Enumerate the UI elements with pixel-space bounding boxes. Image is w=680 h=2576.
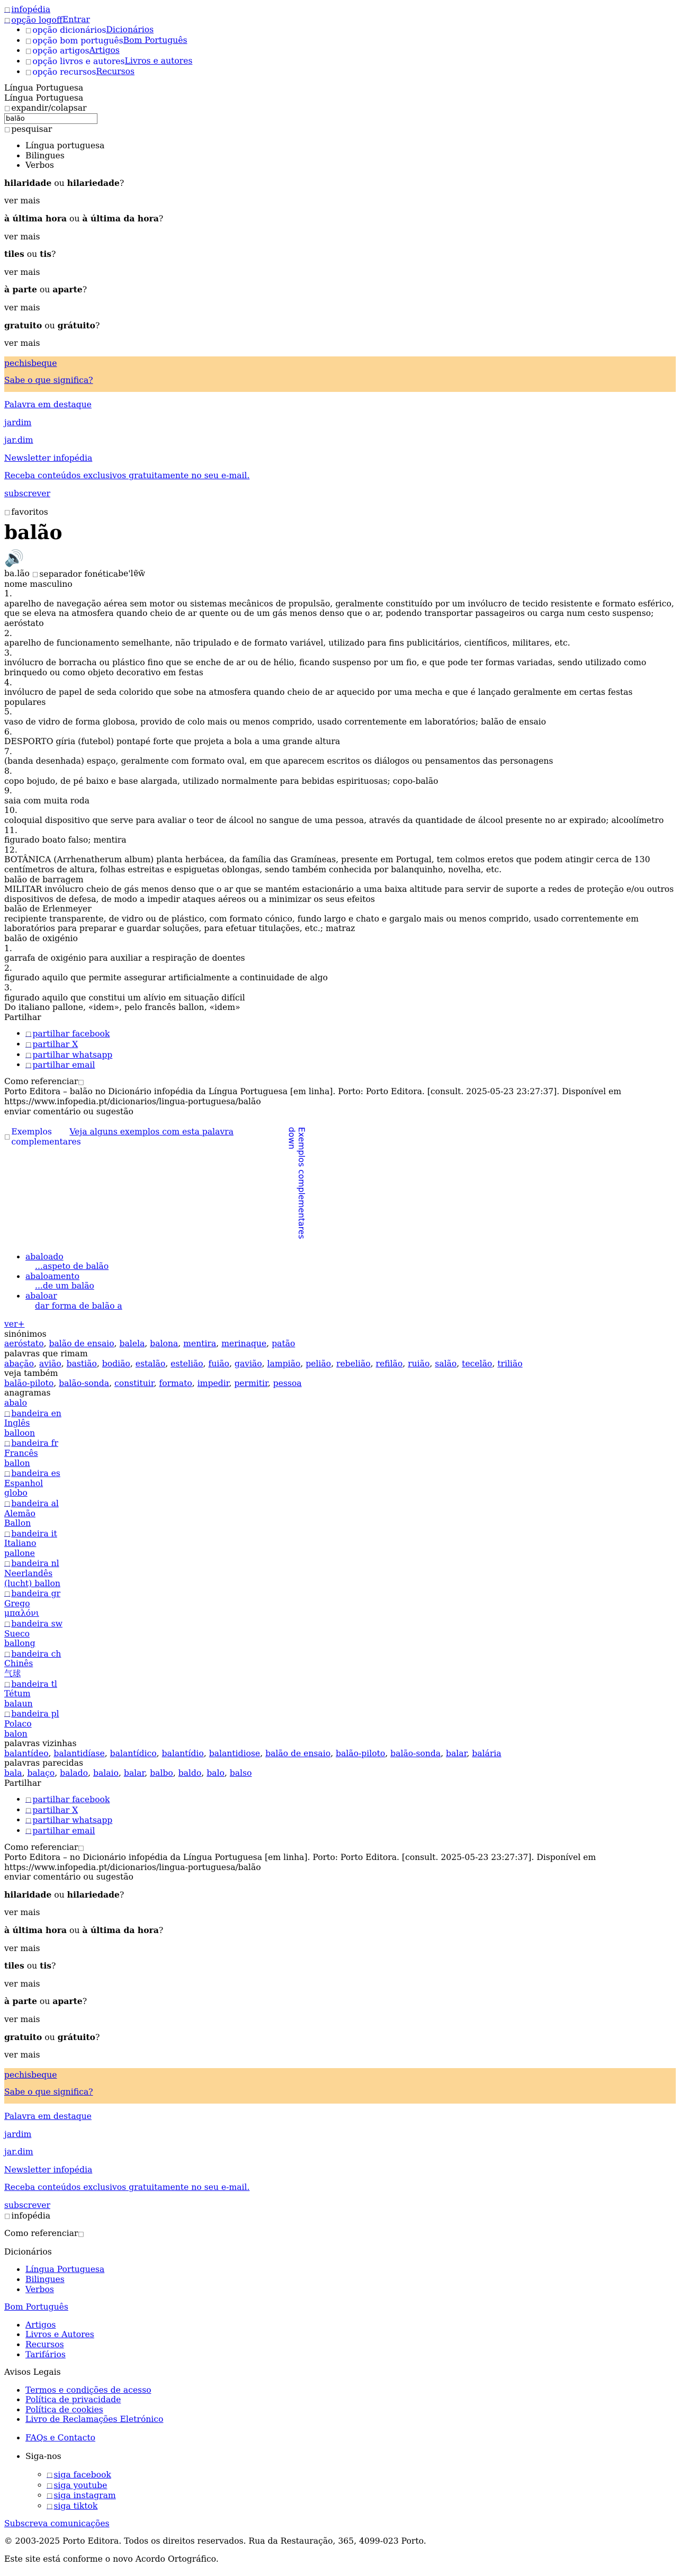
headword: balão (4, 522, 62, 544)
definition-text: coloquial dispositivo que serve para avaliar o teor de álcool no sangue de uma pessoa, através da quantidade de álcool presente no ar expirado; alcoolímetro (4, 815, 664, 825)
examples-vertical-tab[interactable]: Exemplos complementares down (287, 1127, 307, 1239)
books-icon: □ opção livros e autores (25, 57, 125, 67)
share-item (25, 1060, 676, 1070)
copyright: © 2003-2025 Porto Editora. Todos os direitos reservados. Rua da Restauração, 365, 4099-023 Porto. (4, 2536, 426, 2546)
part-of-speech: nome masculino (4, 579, 73, 589)
rhyme-link[interactable]: bodião (102, 1358, 130, 1368)
translation-word[interactable]: ballong (4, 1639, 35, 1649)
similar-link[interactable]: balar (123, 1768, 145, 1778)
highlight-word-link[interactable]: pechisbeque (4, 358, 57, 368)
menu-label: Livros e autores (124, 56, 193, 66)
definition-number: 2. (4, 628, 12, 638)
neighbor-link[interactable]: balantídico (110, 1748, 157, 1758)
share-list (4, 1794, 676, 1836)
quiz-question: à parte ou aparte? (4, 1996, 87, 2007)
share-item (25, 1826, 676, 1836)
speaker-icon[interactable]: 🔊 (4, 549, 24, 568)
highlight-word-link[interactable]: pechisbeque (4, 2070, 57, 2080)
featured-word[interactable]: jardim (4, 2129, 32, 2139)
see-also-link[interactable]: balão-sonda (59, 1378, 110, 1388)
share-label: Partilhar (4, 1012, 41, 1022)
phrases (4, 875, 676, 1003)
quiz-see-more[interactable]: ver mais (4, 1979, 40, 1989)
translation-word[interactable]: μπαλόνι (4, 1608, 39, 1618)
synonym-link[interactable]: mentira (183, 1339, 217, 1349)
share-x-icon[interactable]: □ partilhar X (25, 1805, 78, 1815)
menu-label: Recursos (96, 66, 135, 76)
synonym-link[interactable]: balela (119, 1339, 145, 1349)
phrase-text: recipiente transparente, de vidro ou de plástico, com formato cónico, fundo largo e chato e gargalo mais ou menos comprido, usado correntemente em laboratórios para preparar e guardar soluções, para efetuar titulações, etc.; matraz (4, 914, 639, 934)
search-input[interactable] (4, 113, 97, 124)
share-section-2 (4, 1778, 676, 1882)
neighbor-link[interactable]: balantidíase (53, 1748, 105, 1758)
examples-box (4, 1127, 676, 1239)
footer-link[interactable]: Recursos (25, 2339, 64, 2349)
definition-text: saia com muita roda (4, 795, 90, 806)
highlight-ask-link[interactable]: Sabe o que significa? (4, 2087, 93, 2097)
translation-lang[interactable]: Italiano (4, 1539, 37, 1549)
menu-label: Artigos (89, 46, 120, 56)
featured-word-syllables[interactable]: jar.dim (4, 2147, 33, 2157)
quiz-question: à parte ou aparte? (4, 284, 87, 295)
neighbor-link[interactable]: balão de ensaio (265, 1748, 331, 1758)
menu-item-artigos (25, 46, 676, 56)
logoff-link[interactable] (4, 15, 62, 25)
share-facebook-icon[interactable]: □ partilhar facebook (25, 1029, 110, 1039)
quiz-bottom (4, 1890, 676, 2060)
follow-facebook-icon[interactable]: □ siga facebook (47, 2470, 111, 2480)
featured-word-link[interactable]: Palavra em destaque (4, 2112, 92, 2121)
highlight-ask-link[interactable]: Sabe o que significa? (4, 375, 93, 386)
flag-pl-icon[interactable]: □ bandeira pl (4, 1709, 59, 1719)
footer-logo-icon: □ infopédia (4, 2211, 50, 2221)
footer (4, 2211, 676, 2564)
derived-word-item (25, 1252, 676, 1272)
translation-lang[interactable]: Sueco (4, 1629, 30, 1639)
cite-text: Porto Editora – balão no Dicionário infopédia da Língua Portuguesa [em linha]. Porto: Porto Editora. [consult. 2025-05-23 23:27:37]. Disponível em https://www.infopedia.pt/dicionarios/lingua-portuguesa/balão (4, 1087, 622, 1106)
rhyme-link[interactable]: bastião (66, 1358, 97, 1368)
pronunciation (4, 569, 676, 579)
see-also-label: veja também (4, 1368, 58, 1379)
definition-number: 6. (4, 727, 12, 737)
neighbor-link[interactable]: balantídio (162, 1748, 204, 1758)
rhyme-link[interactable]: salão (435, 1358, 457, 1368)
featured-word[interactable]: jardim (4, 417, 32, 427)
definition-number: 4. (4, 677, 12, 687)
similar-link[interactable]: baldo (178, 1768, 202, 1778)
share-whatsapp-icon[interactable]: □ partilhar whatsapp (25, 1815, 112, 1826)
translation-word[interactable]: pallone (4, 1548, 35, 1558)
footer-bom-portugues-link[interactable]: Bom Português (4, 2302, 68, 2312)
menu-link-bom-portugues[interactable] (25, 35, 187, 45)
follow-youtube-icon[interactable]: □ siga youtube (47, 2481, 107, 2491)
rhyme-link[interactable]: estelião (171, 1358, 203, 1368)
neighbors-list: balantídeo, balantidíase, balantídico, balantídio, balantidiose, balão de ensaio, balão-piloto, balão-sonda, balar, balária (4, 1748, 502, 1758)
rhyme-link[interactable]: avião (39, 1358, 61, 1368)
neighbor-link[interactable]: balão-sonda (390, 1748, 441, 1758)
examples-icon: □ Exemplos complementares (4, 1127, 69, 1147)
anagrams-label: anagramas (4, 1388, 51, 1398)
footer-follow-label: • Siga-nos ◦ □ siga facebook ◦ □ siga youtube ◦ □ siga instagram ◦ □ siga tiktok (25, 2452, 676, 2511)
flag-es-icon[interactable]: □ bandeira es (4, 1469, 60, 1479)
rhyme-link[interactable]: gavião (234, 1358, 262, 1368)
examples-link[interactable]: Veja alguns exemplos com esta palavra (69, 1127, 234, 1137)
translation-lang[interactable]: Tétum (4, 1689, 31, 1699)
translation-lang[interactable]: Polaco (4, 1719, 32, 1729)
footer-link[interactable]: Verbos (25, 2284, 54, 2294)
phrase-heading: balão de oxigénio (4, 934, 78, 944)
synonym-link[interactable]: aeróstato (4, 1339, 44, 1349)
syllables: ba.lão (4, 569, 30, 579)
favorites-icon[interactable]: □ favoritos (4, 507, 48, 517)
translation-word[interactable]: 气球 (4, 1669, 21, 1678)
quiz-question: tiles ou tis? (4, 1961, 56, 1971)
synonym-link[interactable]: balona (150, 1339, 178, 1349)
quiz-question: hilaridade ou hilariedade? (4, 177, 124, 188)
flag-en-icon[interactable]: □ bandeira en (4, 1409, 61, 1419)
phrase-text: garrafa de oxigénio para auxiliar a respiração de doentes (4, 953, 245, 963)
rhyme-link[interactable]: abação (4, 1358, 34, 1368)
featured-word-syllables[interactable]: jar.dim (4, 435, 33, 445)
newsletter-subscribe-link[interactable]: subscrever (4, 488, 50, 498)
footer-follow-list (4, 2452, 676, 2511)
quiz-question: gratuito ou grátuito? (4, 320, 100, 330)
cite-icon (78, 1077, 85, 1087)
see-also-link[interactable]: formato (159, 1378, 192, 1388)
similar-link[interactable]: balso (229, 1768, 252, 1778)
main-menu (4, 25, 676, 77)
footer-link[interactable]: Língua Portuguesa (25, 2265, 105, 2275)
see-also-link[interactable]: permitir (234, 1378, 268, 1388)
expand-collapse-icon[interactable]: □ expandir/colapsar (4, 103, 87, 113)
translation-word[interactable]: globo (4, 1488, 28, 1498)
translation-lang[interactable]: Chinês (4, 1659, 33, 1669)
translation-lang[interactable]: Francês (4, 1448, 38, 1458)
derived-word-link[interactable]: abaloar (25, 1291, 57, 1301)
similar-link[interactable]: bala (4, 1768, 22, 1778)
send-comment[interactable]: enviar comentário ou sugestão (4, 1106, 133, 1116)
follow-instagram-icon[interactable]: □ siga instagram (47, 2491, 116, 2501)
translation-word[interactable]: Ballon (4, 1518, 31, 1528)
derived-words (4, 1252, 676, 1311)
word-highlight-box (4, 356, 676, 392)
translation-lang[interactable]: Inglês (4, 1418, 30, 1428)
share-item (25, 1794, 676, 1805)
see-also-link[interactable]: impedir (197, 1378, 229, 1388)
translation-word[interactable]: balon (4, 1729, 28, 1739)
see-also-link[interactable]: balão-piloto (4, 1378, 54, 1388)
definition-text: copo bojudo, de pé baixo e base alargada, utilizado normalmente para bebidas espirituosas; copo-balão (4, 776, 439, 786)
dictionary-dropdown[interactable]: Língua Portuguesa (4, 93, 84, 103)
definition-text: DESPORTO gíria (futebol) pontapé forte que projeta a bola a uma grande altura (4, 737, 341, 747)
share-x-icon[interactable]: □ partilhar X (25, 1040, 78, 1050)
quiz-question: tiles ou tis? (4, 249, 56, 260)
definition-text: invólucro de papel de seda colorido que sobe na atmosfera quando cheio de ar aquecido por uma mecha e que é lançado geralmente em certas festas populares (4, 687, 633, 707)
dictionary-option[interactable]: • Verbos (25, 160, 676, 171)
phrase-text: figurado aquilo que permite assegurar artificialmente a continuidade de algo (4, 973, 328, 983)
menu-link-livros[interactable] (25, 56, 192, 66)
see-also-link[interactable]: constituir (114, 1378, 154, 1388)
quiz-see-more[interactable]: ver mais (4, 231, 40, 241)
translation-word[interactable]: balloon (4, 1428, 35, 1438)
menu-label: Bom Português (123, 35, 187, 45)
neighbor-link[interactable]: balantídeo (4, 1748, 49, 1758)
footer-legal-list (4, 2385, 676, 2425)
etymology: Do italiano pallone, «idem», pelo francês ballon, «idem» (4, 1003, 240, 1013)
phrase-heading: balão de barragem (4, 874, 84, 884)
definition-number: 1. (4, 589, 12, 599)
cite-text: Porto Editora – no Dicionário infopédia da Língua Portuguesa [em linha]. Porto: Porto Editora. [consult. 2025-05-23 23:27:37]. Disponível em https://www.infopedia.pt/dicionarios/lingua-portuguesa/balão (4, 1853, 596, 1872)
menu-item-bom-portugues (25, 35, 676, 46)
derived-word-link[interactable]: abaloamento (25, 1271, 79, 1281)
similar-link[interactable]: balado (60, 1768, 88, 1778)
translation-lang[interactable]: Neerlandês (4, 1569, 53, 1579)
similar-list: bala, balaço, balado, balaio, balar, balbo, baldo, balo, balso (4, 1768, 252, 1778)
menu-link-artigos[interactable] (25, 46, 120, 55)
flag-fr-icon[interactable]: □ bandeira fr (4, 1438, 58, 1448)
rhyme-link[interactable]: rebelião (336, 1358, 371, 1368)
related (4, 1252, 676, 1778)
share-email-icon[interactable]: □ partilhar email (25, 1060, 95, 1070)
quiz-see-more[interactable]: ver mais (4, 267, 40, 277)
see-also-link[interactable]: pessoa (273, 1378, 302, 1388)
neighbor-link[interactable]: balão-piloto (336, 1748, 386, 1758)
quiz-see-more[interactable]: ver mais (4, 196, 40, 206)
footer-dictionaries-heading: Dicionários (4, 2247, 52, 2257)
footer-link[interactable]: Artigos (25, 2320, 56, 2330)
similar-label: palavras parecidas (4, 1758, 84, 1768)
definition-number: 11. (4, 825, 17, 835)
quiz-question: gratuito ou grátuito? (4, 2032, 100, 2042)
quiz-top (4, 178, 676, 348)
translations (4, 1408, 676, 1739)
footer-link[interactable]: Livro de Reclamações Eletrónico (25, 2414, 164, 2425)
flag-tl-icon[interactable]: □ bandeira tl (4, 1679, 57, 1689)
promo-top (4, 356, 676, 499)
definition-text: vaso de vidro de forma globosa, provido de colo mais ou menos comprido, usado correntemente em laboratórios; balão de ensaio (4, 717, 547, 727)
flag-al-icon[interactable]: □ bandeira al (4, 1499, 59, 1509)
derived-word-sub[interactable]: ...aspeto de balão (35, 1262, 109, 1272)
quiz-see-more[interactable]: ver mais (4, 338, 40, 348)
derived-word-sub[interactable]: ...de um balão (35, 1281, 94, 1291)
similar-link[interactable]: balo (207, 1768, 225, 1778)
translation-lang[interactable]: Espanhol (4, 1478, 43, 1488)
footer-link[interactable]: Política de privacidade (25, 2395, 121, 2405)
rhyme-link[interactable]: refilão (375, 1358, 403, 1368)
cite-label: Como referenciar□ (4, 1842, 676, 1853)
share-list (4, 1028, 676, 1070)
newsletter-receive-link[interactable]: Receba conteúdos exclusivos gratuitamente no seu e-mail. (4, 2183, 250, 2193)
promo-bottom (4, 2068, 676, 2211)
menu-item-dicionarios (25, 25, 676, 35)
footer-link[interactable]: Bilingues (25, 2274, 65, 2284)
definition-text: figurado boato falso; mentira (4, 835, 127, 845)
synonym-link[interactable]: patão (272, 1339, 296, 1349)
footer-link[interactable]: Política de cookies (25, 2404, 103, 2414)
footer-dictionaries-list (4, 2265, 676, 2294)
menu-link-recursos[interactable] (25, 67, 135, 76)
definition-number: 10. (4, 806, 17, 816)
login-link[interactable]: Entrar (62, 14, 90, 24)
flag-gr-icon[interactable]: □ bandeira gr (4, 1589, 60, 1599)
share-item (25, 1039, 676, 1050)
phrase-number: 3. (4, 983, 12, 993)
derived-word-sub[interactable]: dar forma de balão a (35, 1301, 122, 1311)
translation-lang[interactable]: Alemão (4, 1508, 35, 1518)
rhyme-link[interactable]: estalão (135, 1358, 166, 1368)
dictionary-option[interactable]: • Bilingues (25, 151, 676, 161)
phonetic: be'lɐ̃w̃ (118, 569, 146, 579)
entry (4, 507, 676, 1117)
phrase-number: 1. (4, 943, 12, 953)
share-email-icon[interactable]: □ partilhar email (25, 1826, 95, 1836)
quiz-see-more[interactable]: ver mais (4, 1908, 40, 1918)
logo-icon: □ infopédia (11, 5, 51, 14)
send-comment[interactable]: enviar comentário ou sugestão (4, 1872, 133, 1882)
derived-word-item (25, 1272, 676, 1291)
derived-word-item (25, 1291, 676, 1311)
bom-portugues-icon: □ opção bom português (25, 36, 123, 46)
definition-number: 12. (4, 845, 17, 855)
menu-item-livros (25, 56, 676, 67)
follow-tiktok-icon[interactable]: □ siga tiktok (47, 2501, 97, 2511)
share-label: Partilhar (4, 1778, 41, 1788)
articles-icon: □ opção artigos (25, 46, 89, 56)
newsletter-link[interactable]: Newsletter infopédia (4, 453, 93, 463)
similar-link[interactable]: balaço (27, 1768, 55, 1778)
rhyme-link[interactable]: ruião (408, 1358, 430, 1368)
translation-word[interactable]: balaun (4, 1698, 33, 1709)
menu-link-dicionarios[interactable] (25, 25, 154, 34)
phrase-heading: balão de Erlenmeyer (4, 904, 92, 914)
similar-link[interactable]: balaio (93, 1768, 119, 1778)
footer-faq-link[interactable]: FAQs e Contacto (25, 2433, 95, 2443)
logo-link[interactable] (4, 5, 50, 15)
dictionary-selected: Língua Portuguesa (4, 83, 84, 93)
rhyme-link[interactable]: lampião (267, 1358, 301, 1368)
definition-number: 3. (4, 648, 12, 658)
quiz-question: à última hora ou à última da hora? (4, 1925, 164, 1936)
footer-link[interactable]: Livros e Autores (25, 2330, 94, 2340)
definition-number: 7. (4, 746, 12, 756)
quiz-see-more[interactable]: ver mais (4, 2050, 40, 2060)
dictionaries-icon: □ opção dicionários (25, 25, 106, 35)
flag-ch-icon[interactable]: □ bandeira ch (4, 1649, 61, 1659)
flag-it-icon[interactable]: □ bandeira it (4, 1529, 57, 1539)
definition-text: aparelho de funcionamento semelhante, não tripulado e de formato variável, utilizado para fins publicitários, científicos, militares, etc. (4, 638, 570, 648)
quiz-question: hilaridade ou hilariedade? (4, 1889, 124, 1900)
cite-icon (78, 2229, 85, 2239)
menu-label: Dicionários (106, 25, 154, 35)
synonym-link[interactable]: merinaque (221, 1339, 267, 1349)
rhyme-link[interactable]: tecelão (462, 1358, 493, 1368)
share-whatsapp-icon[interactable]: □ partilhar whatsapp (25, 1050, 112, 1060)
separator-icon: □ separador fonética (32, 569, 118, 579)
neighbors-label: palavras vizinhas (4, 1739, 77, 1749)
phrase-text: MILITAR invólucro cheio de gás menos denso que o ar que se mantém estacionário a uma baixa altitude para servir de suporte a redes de proteção e/ou outros dispositivos de defesa, de modo a impedir ataques aéreos ou a minimizar os seus efeitos (4, 884, 674, 904)
translation-lang[interactable]: Grego (4, 1598, 30, 1608)
share-facebook-icon[interactable]: □ partilhar facebook (25, 1795, 110, 1805)
quiz-question: à última hora ou à última da hora? (4, 213, 164, 223)
rhyme-link[interactable]: trilião (497, 1358, 523, 1368)
cite-icon (78, 1843, 85, 1853)
rhyme-link[interactable]: pelião (306, 1358, 332, 1368)
logoff-icon: □ opção logoff (11, 15, 62, 25)
synonyms-list: aeróstato, balão de ensaio, balela, balona, mentira, merinaque, patão (4, 1339, 296, 1349)
footer-link[interactable]: Termos e condições de acesso (25, 2385, 151, 2395)
newsletter-link[interactable]: Newsletter infopédia (4, 2164, 93, 2175)
footer-cite: Como referenciar□ (4, 2229, 676, 2239)
flag-nl-icon[interactable]: □ bandeira nl (4, 1559, 59, 1569)
anagram-link[interactable]: abalo (4, 1398, 27, 1408)
newsletter-receive-link[interactable]: Receba conteúdos exclusivos gratuitamente no seu e-mail. (4, 471, 250, 481)
neighbor-link[interactable]: balar (446, 1748, 467, 1758)
share-item (25, 1815, 676, 1826)
definition-number: 5. (4, 707, 12, 717)
neighbor-link[interactable]: balária (472, 1748, 502, 1758)
menu-item-recursos (25, 67, 676, 77)
search-icon[interactable]: □ pesquisar (4, 124, 52, 135)
footer-legal-heading: Avisos Legais (4, 2367, 61, 2377)
translation-word[interactable]: (lucht) ballon (4, 1578, 60, 1588)
resources-icon: □ opção recursos (25, 67, 96, 77)
share-item (25, 1050, 676, 1060)
definition-text: (banda desenhada) espaço, geralmente com formato oval, em que aparecem escritos os diálogos ou pensamentos das personagens (4, 756, 553, 766)
quiz-see-more[interactable]: ver mais (4, 2015, 40, 2025)
quiz-see-more[interactable]: ver mais (4, 302, 40, 312)
phrase-number: 2. (4, 963, 12, 973)
header (4, 4, 676, 171)
dictionary-options (4, 141, 676, 171)
definition-text: aparelho de navegação aérea sem motor ou sistemas mecânicos de propulsão, geralmente constituído por um invólucro de tecido resistente e formato esférico, que se eleva na atmosfera quando cheio de ar quente ou de um gás menos denso que o ar, podendo transportar passageiros ou carga num cesto suspenso; aeróstato (4, 598, 674, 629)
see-more-link[interactable]: ver+ (4, 1319, 25, 1329)
similar-link[interactable]: balbo (150, 1768, 173, 1778)
word-highlight-box (4, 2068, 676, 2104)
dictionary-option[interactable]: • Língua portuguesa (25, 141, 676, 151)
rhyme-link[interactable]: fuião (208, 1358, 229, 1368)
definition-text: BOTÂNICA (Arrhenatherum album) planta herbácea, da família das Gramíneas, presente em Portugal, tem colmos eretos que podem atingir cerca de 130 centímetros de altura, folhas estreitas e espiguetas oblongas, sendo também conhecida por balanquinho, novelha, etc. (4, 855, 650, 874)
quiz-see-more[interactable]: ver mais (4, 1943, 40, 1953)
orthography-note: Este site está conforme o novo Acordo Ortográfico. (4, 2554, 219, 2564)
flag-sw-icon[interactable]: □ bandeira sw (4, 1619, 62, 1629)
share-item (25, 1805, 676, 1815)
rhymes-list: abação, avião, bastião, bodião, estalão, estelião, fuião, gavião, lampião, pelião, rebelião, refilão, ruião, salão, tecelão, trilião (4, 1358, 523, 1368)
definition-text: invólucro de borracha ou plástico fino que se enche de ar ou de hélio, ficando suspenso por um fio, e que pode ter formas variadas, sendo utilizado como brinquedo ou como objeto decorativo em festas (4, 658, 647, 678)
footer-faq-list (4, 2433, 676, 2443)
neighbor-link[interactable]: balantidiose (209, 1748, 261, 1758)
translation-word[interactable]: ballon (4, 1458, 30, 1468)
definition-number: 8. (4, 766, 12, 776)
subscribe-comms-link[interactable]: Subscreva comunicações (4, 2518, 110, 2528)
definitions (4, 589, 676, 874)
synonyms-label: sinónimos (4, 1329, 47, 1339)
footer-link[interactable]: Tarifários (25, 2349, 66, 2359)
newsletter-subscribe-link[interactable]: subscrever (4, 2200, 50, 2210)
synonym-link[interactable]: balão de ensaio (49, 1339, 114, 1349)
see-also-list: balão-piloto, balão-sonda, constituir, formato, impedir, permitir, pessoa (4, 1378, 302, 1388)
share-item (25, 1028, 676, 1039)
cite-label: Como referenciar□ (4, 1077, 676, 1087)
phrase-text: figurado aquilo que constitui um alívio em situação difícil (4, 992, 245, 1003)
definition-number: 9. (4, 786, 12, 796)
featured-word-link[interactable]: Palavra em destaque (4, 399, 92, 409)
derived-word-link[interactable]: abaloado (25, 1251, 64, 1262)
footer-bp-list (4, 2320, 676, 2359)
rhymes-label: palavras que rimam (4, 1349, 88, 1358)
